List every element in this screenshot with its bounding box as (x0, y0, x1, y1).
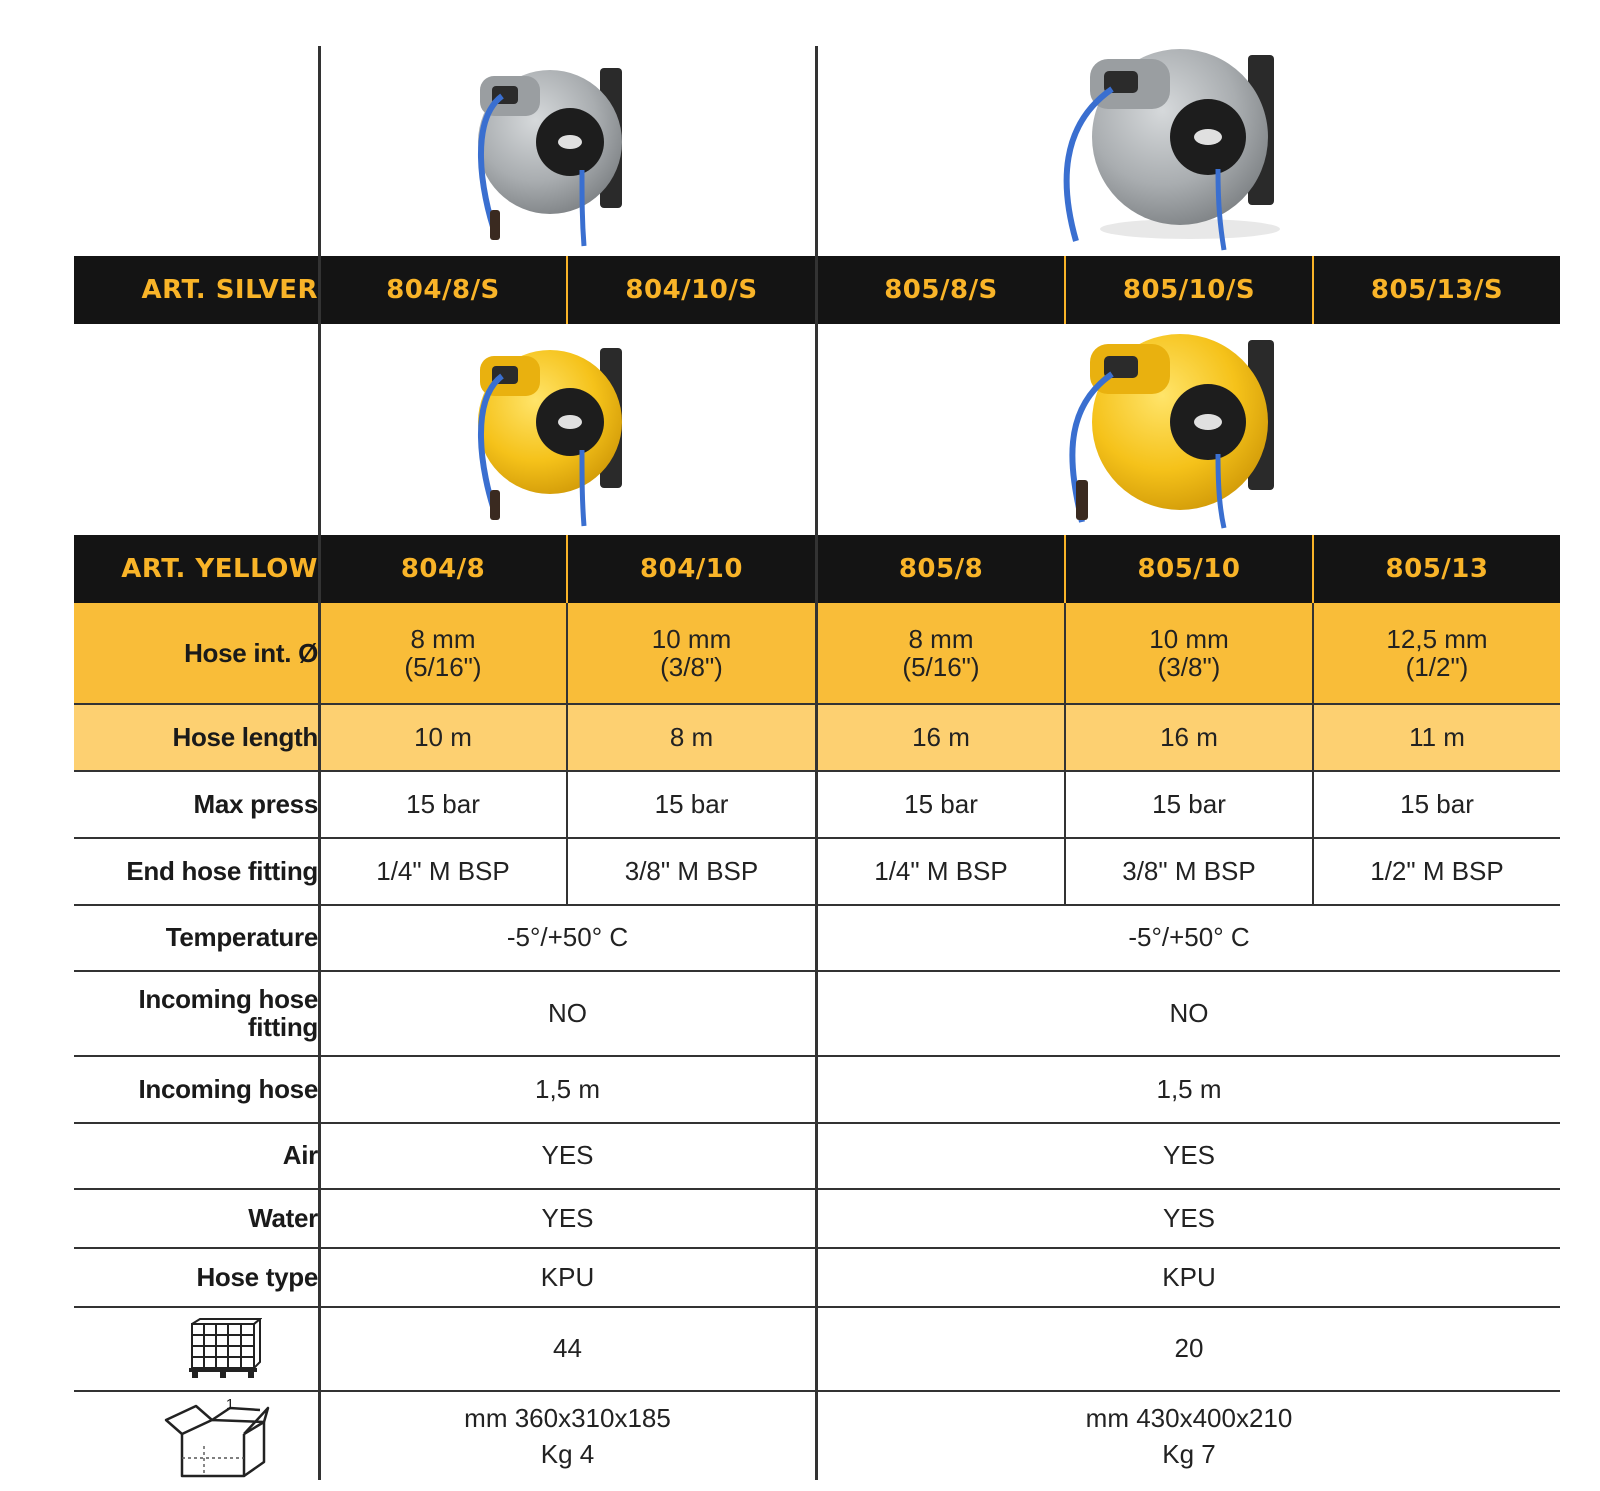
silver-code: 804/8/S (386, 275, 500, 305)
hose-int-value: 8 mm (5/16") (902, 624, 980, 682)
incoming-hose-label: Incoming hose (138, 1073, 318, 1104)
hose-int-value: 10 mm (3/8") (1149, 624, 1229, 682)
yellow-code: 805/8 (898, 554, 984, 584)
air-value: YES (1162, 1140, 1216, 1170)
incoming-fitting-value: NO (1169, 997, 1209, 1028)
silver-code: 805/13/S (1370, 275, 1504, 305)
yellow-code: 804/8 (400, 554, 486, 584)
max-press-value: 15 bar (654, 788, 729, 819)
box-icon (160, 1398, 272, 1482)
hose-length-value: 11 m (1409, 721, 1465, 752)
pallet-value: 20 (1174, 1333, 1204, 1363)
pallet-value: 44 (553, 1333, 582, 1363)
hose-length-label: Hose length (172, 721, 318, 752)
hose-int-value: 8 mm (5/16") (404, 624, 482, 682)
box-value: mm 430x400x210 Kg 7 (1085, 1403, 1293, 1469)
end-fitting-value: 1/4" M BSP (874, 855, 1008, 886)
end-fitting-value: 1/2" M BSP (1370, 855, 1504, 886)
temperature-label: Temperature (165, 922, 318, 952)
yellow-hose-reel-large (1040, 330, 1300, 530)
incoming-hose-value: 1,5 m (534, 1073, 601, 1104)
temperature-value: -5°/+50° C (506, 922, 629, 952)
incoming-hose-value: 1,5 m (1156, 1073, 1222, 1104)
hose-int-value: 12,5 mm (1/2") (1386, 624, 1488, 682)
max-press-value: 15 bar (904, 788, 978, 819)
hose-type-value: KPU (1162, 1261, 1216, 1292)
water-value: YES (541, 1202, 594, 1233)
yellow-code: 804/10 (640, 554, 743, 584)
box-number: 1 (225, 1396, 235, 1413)
box-value: mm 360x310x185 Kg 4 (464, 1403, 671, 1469)
yellow-code: 805/10 (1137, 554, 1241, 584)
max-press-value: 15 bar (406, 788, 480, 819)
yellow-hose-reel-small (440, 340, 660, 530)
water-value: YES (1162, 1202, 1216, 1233)
max-press-label: Max press (193, 788, 318, 819)
silver-label: ART. SILVER (141, 275, 318, 305)
incoming-fitting-value: NO (548, 997, 587, 1028)
end-fitting-value: 1/4" M BSP (376, 855, 510, 886)
silver-code: 804/10/S (625, 275, 758, 305)
hose-type-label: Hose type (196, 1261, 318, 1292)
hose-length-value: 16 m (912, 721, 970, 752)
silver-code: 805/10/S (1122, 275, 1256, 305)
air-value: YES (541, 1140, 594, 1170)
water-label: Water (248, 1202, 318, 1233)
air-label: Air (282, 1140, 318, 1170)
end-fitting-value: 3/8" M BSP (624, 855, 759, 886)
hose-type-value: KPU (540, 1261, 595, 1292)
end-fitting-label: End hose fitting (126, 855, 318, 886)
hose-length-value: 16 m (1160, 721, 1218, 752)
hose-int-label: Hose int. Ø (184, 638, 318, 668)
silver-hose-reel-small (440, 60, 660, 250)
yellow-code: 805/13 (1385, 554, 1489, 584)
silver-hose-reel-large (1040, 45, 1300, 255)
yellow-label: ART. YELLOW (121, 554, 318, 584)
hose-length-value: 8 m (669, 721, 714, 752)
silver-code: 805/8/S (884, 275, 998, 305)
pallet-icon (186, 1318, 262, 1380)
max-press-value: 15 bar (1400, 788, 1474, 819)
incoming-fitting-label: Incoming hose fitting (138, 983, 318, 1042)
end-fitting-value: 3/8" M BSP (1122, 855, 1256, 886)
max-press-value: 15 bar (1152, 788, 1226, 819)
hose-length-value: 10 m (414, 721, 472, 752)
hose-int-value: 10 mm (3/8") (651, 624, 732, 682)
temperature-value: -5°/+50° C (1128, 922, 1250, 952)
